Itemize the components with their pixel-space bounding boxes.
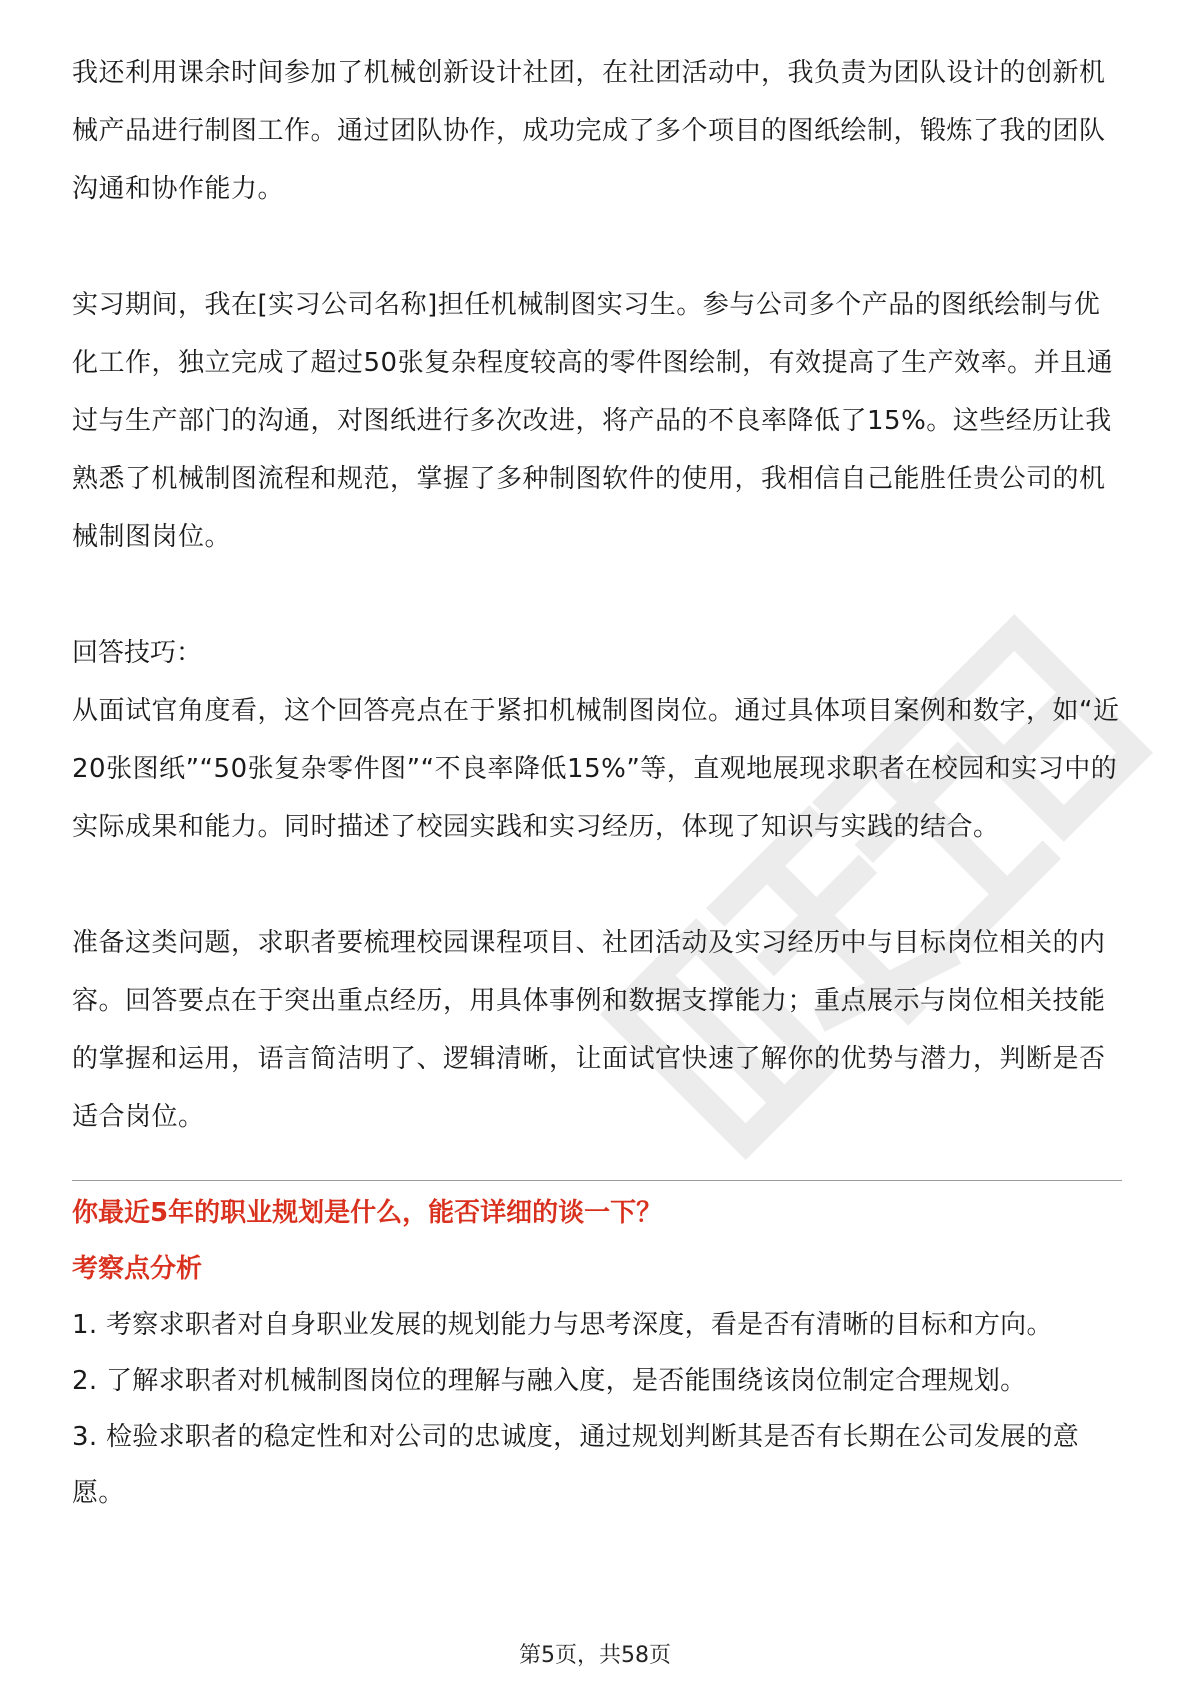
question-title: 你最近5年的职业规划是什么，能否详细的谈一下？ [72,1198,663,1228]
section-divider [72,1180,1122,1181]
analysis-item-2: 2. 了解求职者对机械制图岗位的理解与融入度，是否能围绕该岗位制定合理规划。 [72,1366,1027,1396]
paragraph-club-experience: 我还利用课余时间参加了机械创新设计社团，在社团活动中，我负责为团队设计的创新机械产品进行制图工作。通过团队协作，成功完成了多个项目的图纸绘制，锻炼了我的团队沟通和协作能力。 [72,58,1106,204]
analysis-item-3: 3. 检验求职者的稳定性和对公司的忠诚度，通过规划判断其是否有长期在公司发展的意愿。 [72,1422,1080,1508]
paragraph-preparation-advice: 准备这类问题，求职者要梳理校园课程项目、社团活动及实习经历中与目标岗位相关的内容。回答要点在于突出重点经历，用具体事例和数据支撑能力；重点展示与岗位相关技能的掌握和运用，语言简洁明了、逻辑清晰，让面试官快速了解你的优势与潜力，判断是否适合岗位。 [72,928,1106,1132]
paragraph-answer-tips: 从面试官角度看，这个回答亮点在于紧扣机械制图岗位。通过具体项目案例和数字，如“近20张图纸”“50张复杂零件图”“不良率降低15%”等，直观地展现求职者在校园和实习中的实际成果和能力。同时描述了校园实践和实习经历，体现了知识与实践的结合。 [72,696,1120,842]
paragraph-internship-experience: 实习期间，我在[实习公司名称]担任机械制图实习生。参与公司多个产品的图纸绘制与优化工作，独立完成了超过50张复杂程度较高的零件图绘制，有效提高了生产效率。并且通过与生产部门的沟通，对图纸进行多次改进，将产品的不良率降低了15%。这些经历让我熟悉了机械制图流程和规范，掌握了多种制图软件的使用，我相信自己能胜任贵公司的机械制图岗位。 [72,290,1114,552]
analysis-section-title: 考察点分析 [72,1254,203,1284]
main-content [72,44,1122,1521]
answer-tips-title: 回答技巧： [72,638,203,668]
page-number-footer: 第5页，共58页 [519,1643,671,1668]
analysis-item-1: 1. 考察求职者对自身职业发展的规划能力与思考深度，看是否有清晰的目标和方向。 [72,1310,1053,1340]
